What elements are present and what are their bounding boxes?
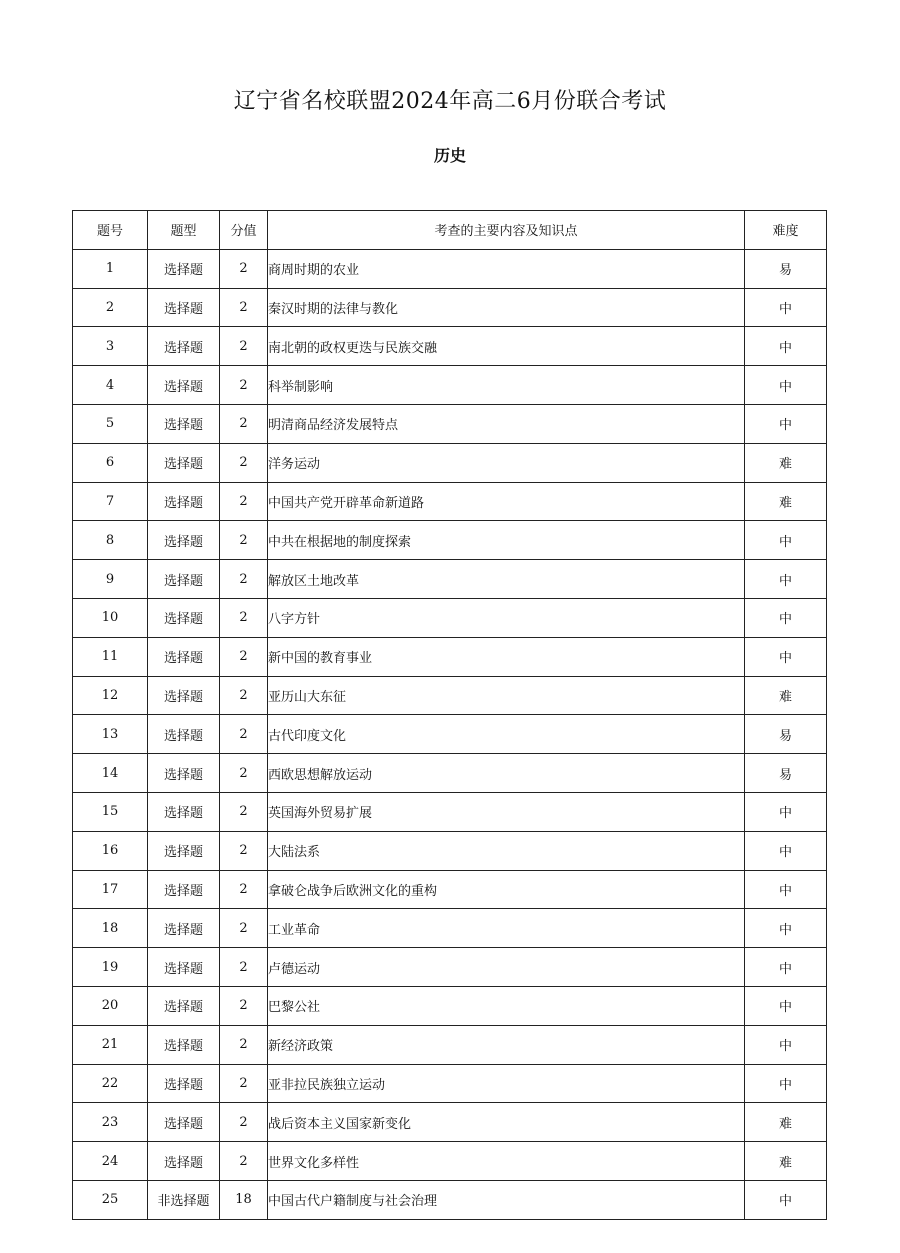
- difficulty-cell: 中: [745, 986, 827, 1025]
- exam-analysis-table: [72, 210, 827, 1220]
- difficulty-cell: 中: [745, 327, 827, 366]
- difficulty-cell: 中: [745, 366, 827, 405]
- question-number-cell: 23: [73, 1103, 148, 1142]
- question-type-cell: 选择题: [148, 327, 220, 366]
- difficulty-cell: 中: [745, 560, 827, 599]
- difficulty-cell: 易: [745, 715, 827, 754]
- content-cell: 巴黎公社: [268, 986, 745, 1025]
- question-type-cell: 选择题: [148, 404, 220, 443]
- header-question-type: 题型: [148, 211, 220, 250]
- question-type-cell: 选择题: [148, 831, 220, 870]
- question-type-cell: 选择题: [148, 443, 220, 482]
- difficulty-cell: 易: [745, 249, 827, 288]
- score-cell: 2: [220, 792, 268, 831]
- difficulty-cell: 中: [745, 1064, 827, 1103]
- table-row: [73, 792, 827, 831]
- content-cell: 卢德运动: [268, 948, 745, 987]
- question-type-cell: 选择题: [148, 288, 220, 327]
- content-cell: 解放区土地改革: [268, 560, 745, 599]
- difficulty-cell: 中: [745, 909, 827, 948]
- difficulty-cell: 中: [745, 288, 827, 327]
- table-row: [73, 948, 827, 987]
- content-cell: 洋务运动: [268, 443, 745, 482]
- table-row: [73, 1180, 827, 1219]
- difficulty-cell: 中: [745, 1180, 827, 1219]
- table-row: [73, 754, 827, 793]
- question-type-cell: 选择题: [148, 1064, 220, 1103]
- content-cell: 科举制影响: [268, 366, 745, 405]
- question-type-cell: 选择题: [148, 1025, 220, 1064]
- content-cell: 古代印度文化: [268, 715, 745, 754]
- table-row: [73, 676, 827, 715]
- score-cell: 2: [220, 1103, 268, 1142]
- header-difficulty: 难度: [745, 211, 827, 250]
- table-row: [73, 482, 827, 521]
- question-type-cell: 选择题: [148, 1142, 220, 1181]
- difficulty-cell: 中: [745, 598, 827, 637]
- question-type-cell: 选择题: [148, 560, 220, 599]
- content-cell: 南北朝的政权更迭与民族交融: [268, 327, 745, 366]
- content-cell: 拿破仑战争后欧洲文化的重构: [268, 870, 745, 909]
- table-row: [73, 831, 827, 870]
- score-cell: 2: [220, 521, 268, 560]
- question-type-cell: 选择题: [148, 909, 220, 948]
- table-row: [73, 288, 827, 327]
- content-cell: 八字方针: [268, 598, 745, 637]
- question-type-cell: 非选择题: [148, 1180, 220, 1219]
- score-cell: 2: [220, 986, 268, 1025]
- question-type-cell: 选择题: [148, 754, 220, 793]
- question-number-cell: 4: [73, 366, 148, 405]
- question-number-cell: 25: [73, 1180, 148, 1219]
- table-row: [73, 598, 827, 637]
- score-cell: 2: [220, 1064, 268, 1103]
- header-row: [73, 211, 827, 250]
- score-cell: 2: [220, 831, 268, 870]
- content-cell: 中共在根据地的制度探索: [268, 521, 745, 560]
- content-cell: 亚历山大东征: [268, 676, 745, 715]
- content-cell: 西欧思想解放运动: [268, 754, 745, 793]
- score-cell: 2: [220, 288, 268, 327]
- question-type-cell: 选择题: [148, 1103, 220, 1142]
- table-row: [73, 637, 827, 676]
- content-cell: 工业革命: [268, 909, 745, 948]
- score-cell: 2: [220, 560, 268, 599]
- table-row: [73, 443, 827, 482]
- content-cell: 新中国的教育事业: [268, 637, 745, 676]
- score-cell: 2: [220, 366, 268, 405]
- difficulty-cell: 中: [745, 792, 827, 831]
- table-body: [73, 249, 827, 1219]
- question-number-cell: 14: [73, 754, 148, 793]
- content-cell: 商周时期的农业: [268, 249, 745, 288]
- table-row: [73, 909, 827, 948]
- question-number-cell: 6: [73, 443, 148, 482]
- difficulty-cell: 中: [745, 831, 827, 870]
- question-type-cell: 选择题: [148, 637, 220, 676]
- score-cell: 2: [220, 909, 268, 948]
- difficulty-cell: 难: [745, 1103, 827, 1142]
- content-cell: 中国共产党开辟革命新道路: [268, 482, 745, 521]
- difficulty-cell: 中: [745, 948, 827, 987]
- question-type-cell: 选择题: [148, 715, 220, 754]
- question-type-cell: 选择题: [148, 870, 220, 909]
- subject-heading: 历史: [433, 146, 466, 165]
- content-cell: 新经济政策: [268, 1025, 745, 1064]
- question-number-cell: 8: [73, 521, 148, 560]
- difficulty-cell: 难: [745, 482, 827, 521]
- difficulty-cell: 难: [745, 1142, 827, 1181]
- score-cell: 2: [220, 1142, 268, 1181]
- table-row: [73, 560, 827, 599]
- question-number-cell: 19: [73, 948, 148, 987]
- question-number-cell: 20: [73, 986, 148, 1025]
- question-type-cell: 选择题: [148, 521, 220, 560]
- table-row: [73, 1142, 827, 1181]
- table-row: [73, 1103, 827, 1142]
- difficulty-cell: 中: [745, 637, 827, 676]
- document-title: 辽宁省名校联盟2024年高二6月份联合考试: [233, 89, 667, 114]
- question-type-cell: 选择题: [148, 598, 220, 637]
- question-type-cell: 选择题: [148, 792, 220, 831]
- difficulty-cell: 难: [745, 676, 827, 715]
- score-cell: 18: [220, 1180, 268, 1219]
- question-type-cell: 选择题: [148, 249, 220, 288]
- difficulty-cell: 中: [745, 1025, 827, 1064]
- content-cell: 明清商品经济发展特点: [268, 404, 745, 443]
- question-number-cell: 10: [73, 598, 148, 637]
- difficulty-cell: 中: [745, 870, 827, 909]
- question-type-cell: 选择题: [148, 948, 220, 987]
- question-type-cell: 选择题: [148, 366, 220, 405]
- question-number-cell: 7: [73, 482, 148, 521]
- question-type-cell: 选择题: [148, 482, 220, 521]
- score-cell: 2: [220, 754, 268, 793]
- content-cell: 战后资本主义国家新变化: [268, 1103, 745, 1142]
- score-cell: 2: [220, 948, 268, 987]
- question-type-cell: 选择题: [148, 676, 220, 715]
- score-cell: 2: [220, 1025, 268, 1064]
- header-question-number: 题号: [73, 211, 148, 250]
- question-number-cell: 13: [73, 715, 148, 754]
- question-number-cell: 15: [73, 792, 148, 831]
- question-number-cell: 22: [73, 1064, 148, 1103]
- score-cell: 2: [220, 249, 268, 288]
- table-row: [73, 715, 827, 754]
- score-cell: 2: [220, 637, 268, 676]
- difficulty-cell: 易: [745, 754, 827, 793]
- question-number-cell: 11: [73, 637, 148, 676]
- table-row: [73, 327, 827, 366]
- score-cell: 2: [220, 482, 268, 521]
- table-row: [73, 870, 827, 909]
- question-number-cell: 3: [73, 327, 148, 366]
- question-number-cell: 1: [73, 249, 148, 288]
- question-number-cell: 9: [73, 560, 148, 599]
- table-row: [73, 366, 827, 405]
- table-row: [73, 986, 827, 1025]
- difficulty-cell: 难: [745, 443, 827, 482]
- question-number-cell: 18: [73, 909, 148, 948]
- content-cell: 世界文化多样性: [268, 1142, 745, 1181]
- score-cell: 2: [220, 598, 268, 637]
- question-number-cell: 21: [73, 1025, 148, 1064]
- question-number-cell: 2: [73, 288, 148, 327]
- question-type-cell: 选择题: [148, 986, 220, 1025]
- score-cell: 2: [220, 676, 268, 715]
- score-cell: 2: [220, 404, 268, 443]
- question-number-cell: 17: [73, 870, 148, 909]
- content-cell: 中国古代户籍制度与社会治理: [268, 1180, 745, 1219]
- content-cell: 秦汉时期的法律与教化: [268, 288, 745, 327]
- difficulty-cell: 中: [745, 404, 827, 443]
- question-number-cell: 16: [73, 831, 148, 870]
- score-cell: 2: [220, 715, 268, 754]
- content-cell: 英国海外贸易扩展: [268, 792, 745, 831]
- table-row: [73, 1025, 827, 1064]
- header-content: 考查的主要内容及知识点: [268, 211, 745, 250]
- score-cell: 2: [220, 327, 268, 366]
- question-number-cell: 12: [73, 676, 148, 715]
- score-cell: 2: [220, 870, 268, 909]
- difficulty-cell: 中: [745, 521, 827, 560]
- question-number-cell: 24: [73, 1142, 148, 1181]
- table-row: [73, 249, 827, 288]
- header-score: 分值: [220, 211, 268, 250]
- table-row: [73, 1064, 827, 1103]
- table-row: [73, 404, 827, 443]
- question-number-cell: 5: [73, 404, 148, 443]
- content-cell: 大陆法系: [268, 831, 745, 870]
- table-row: [73, 521, 827, 560]
- score-cell: 2: [220, 443, 268, 482]
- content-cell: 亚非拉民族独立运动: [268, 1064, 745, 1103]
